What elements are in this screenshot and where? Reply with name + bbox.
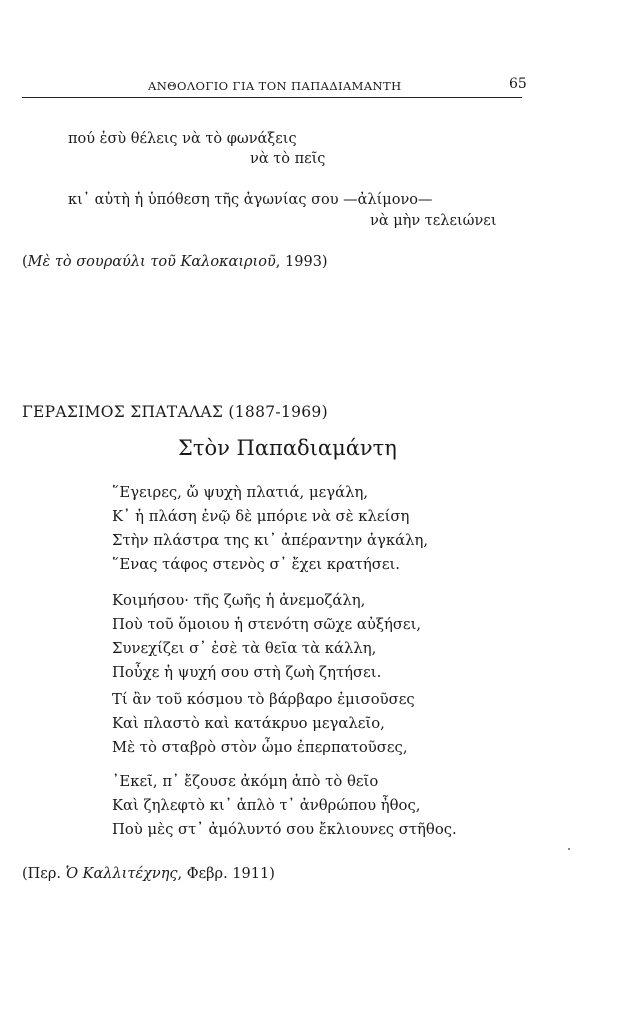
stanza-4 — [112, 770, 457, 842]
verse-line: Ποὖχε ἡ ψυχή σου στὴ ζωὴ ζητήσει. — [112, 664, 382, 681]
verse-line: ῞Εγειρες, ὤ ψυχὴ πλατιά, μεγάλη, — [112, 484, 369, 501]
page-number: 65 — [509, 76, 527, 92]
verse-line: Στὴν πλάστρα της κι᾿ ἀπέραντην ἀγκάλη, — [112, 532, 429, 549]
source-citation-1: (Μὲ τὸ σουραύλι τοῦ Καλοκαιριοῦ, 1993) — [22, 254, 328, 270]
verse-line: Συνεχίζει σ᾿ ἐσὲ τὰ θεῖα τὰ κάλλη, — [112, 640, 377, 657]
verse-line: Ποὺ τοῦ ὅμοιου ἡ στενότη σῶχε αὐξήσει, — [112, 616, 422, 633]
header-rule — [22, 97, 522, 98]
poem-line: κι᾿ αὐτὴ ἡ ὑπόθεση τῆς ἀγωνίας σου —ἀλίμονο— — [68, 192, 433, 208]
verse-line: Ποὺ μὲς στ᾿ ἀμόλυντό σου ἔκλιουνες στῆθος. — [112, 821, 457, 838]
verse-line: Κοιμήσου· τῆς ζωῆς ἡ ἀνεμοζάλη, — [112, 592, 366, 609]
verse-line: Τί ἂν τοῦ κόσμου τὸ βάρβαρο ἐμισοῦσες — [112, 691, 415, 708]
verse-line: Καὶ ζηλεφτὸ κι᾿ ἁπλὸ τ᾿ ἀνθρώπου ἦθος, — [112, 797, 421, 814]
stanza-2 — [112, 589, 421, 685]
verse-line: ᾿Εκεῖ, π᾿ ἔζουσε ἀκόμη ἀπὸ τὸ θεῖο — [112, 773, 379, 790]
scan-speck — [568, 848, 570, 850]
stanza-1 — [112, 481, 428, 577]
verse-line: Καὶ πλαστὸ καὶ κατάκρυο μεγαλεῖο, — [112, 715, 385, 732]
poem-line: νὰ τὸ πεῖς — [250, 151, 326, 167]
poem-title: Στὸν Παπαδιαμάντη — [178, 436, 397, 460]
running-header-title: ΑΝΘΟΛΟΓΙΟ ΓΙΑ ΤΟΝ ΠΑΠΑΔΙΑΜΑΝΤΗ — [148, 79, 402, 93]
verse-line: Κ᾿ ἡ πλάση ἐνῷ δὲ μπόριε νὰ σὲ κλείση — [112, 508, 410, 525]
source-citation-2: (Περ. Ὁ Καλλιτέχνης, Φεβρ. 1911) — [22, 866, 275, 882]
verse-line: Μὲ τὸ σταβρὸ στὸν ὦμο ἐπερπατοῦσες, — [112, 739, 408, 756]
verse-line: ῞Ενας τάφος στενὸς σ᾿ ἔχει κρατήσει. — [112, 556, 401, 573]
poem-line: πού ἐσὺ θέλεις νὰ τὸ φωνάξεις — [68, 131, 297, 147]
stanza-3 — [112, 688, 415, 760]
poem-line: νὰ μὴν τελειώνει — [370, 213, 497, 229]
author-heading: ΓΕΡΑΣΙΜΟΣ ΣΠΑΤΑΛΑΣ (1887-1969) — [22, 403, 328, 421]
